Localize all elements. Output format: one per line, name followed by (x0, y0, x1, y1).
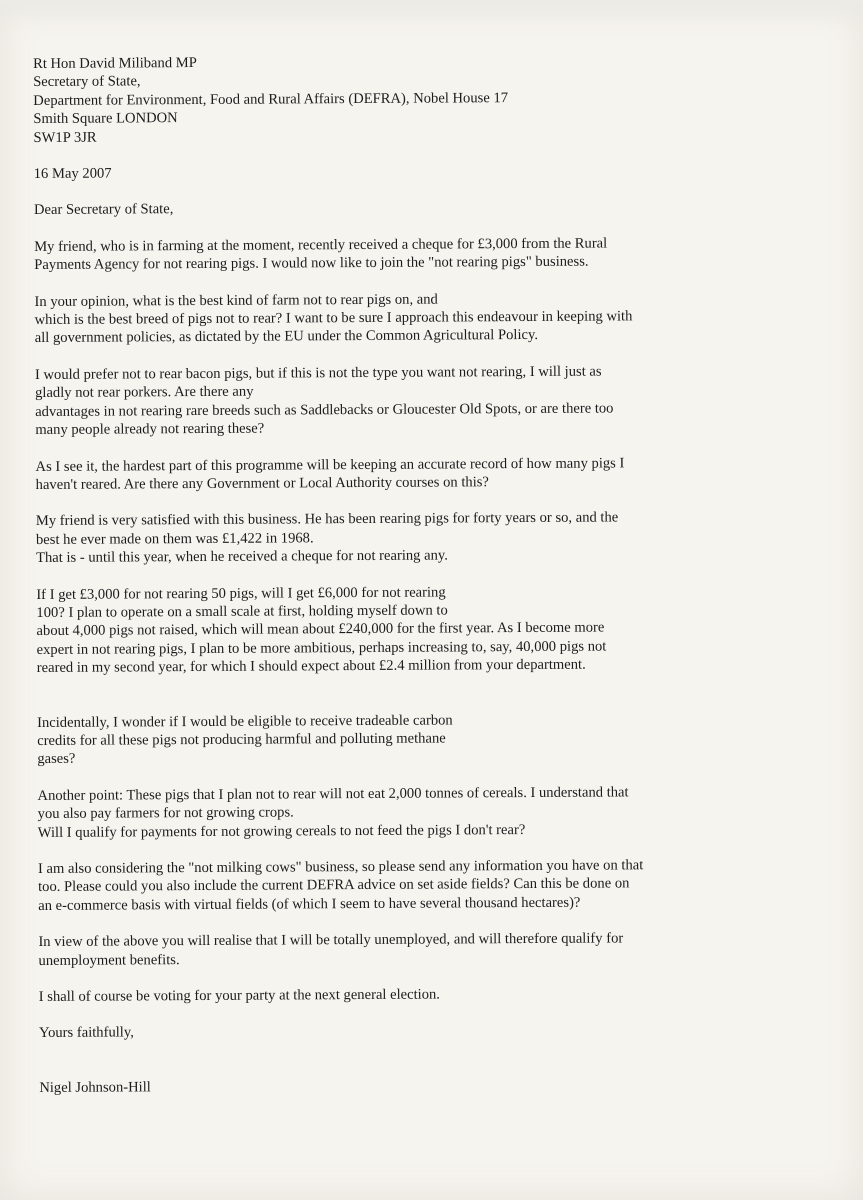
paragraph-line: I would prefer not to rear bacon pigs, but if this is not the type you want not rearing, I will just as (34, 363, 602, 383)
paragraph-line: unemployment benefits. (38, 951, 180, 969)
paragraph-line: In your opinion, what is the best kind of farm not to rear pigs on, and (34, 291, 438, 310)
recipient-address (33, 50, 814, 147)
paragraph-line: expert in not rearing pigs, I plan to be more ambitious, perhaps increasing to, say, 40,000 pigs not (36, 638, 607, 658)
paragraph-line: about 4,000 pigs not raised, which will mean about £240,000 for the first year. As I become more (36, 619, 605, 640)
paragraph-line: I am also considering the "not milking cows" business, so please send any information you have on that (37, 857, 644, 877)
paragraph-line: many people already not rearing these? (35, 420, 265, 439)
address-line: Secretary of State, (33, 73, 141, 91)
paragraph-line: My friend, who is in farming at the moment, recently received a cheque for £3,000 from the Rural (34, 235, 608, 255)
letter-date: 16 May 2007 (33, 165, 112, 183)
paragraph-line: If I get £3,000 for not rearing 50 pigs, will I get £6,000 for not rearing (36, 584, 446, 603)
paragraph-line: all government policies, as dictated by the EU under the Common Agricultural Policy. (34, 327, 539, 347)
paragraph (38, 855, 818, 915)
paragraph-line: advantages in not rearing rare breeds such as Saddlebacks or Gloucester Old Spots, or are there too (35, 400, 614, 420)
paragraph-line: too. Please could you also include the current DEFRA advice on set aside fields? Can this be done on (38, 875, 630, 896)
paragraph-line: Will I qualify for payments for not growing cereals to not feed the pigs I don't rear? (37, 821, 526, 841)
paragraph-line: My friend is very satisfied with this business. He has been rearing pigs for forty years or so, and the (35, 509, 619, 530)
paragraph (38, 928, 818, 970)
paragraph (34, 233, 814, 275)
paragraph-line: Payments Agency for not rearing pigs. I would now like to join the "not rearing pigs" business. (34, 253, 589, 274)
paragraph-line: In view of the above you will realise that I will be totally unemployed, and will therefore qualify for (38, 930, 624, 951)
paragraph-line: you also pay farmers for not growing crops. (37, 804, 294, 823)
address-line: Smith Square LONDON (33, 110, 178, 128)
address-line: Department for Environment, Food and Rural Affairs (DEFRA), Nobel House 17 (33, 89, 509, 109)
paragraph-line: haven't reared. Are there any Government or Local Authority courses on this? (35, 474, 489, 493)
paragraph-line: Another point: These pigs that I plan not to rear will not eat 2,000 tonnes of cereals. I understand that (37, 784, 629, 804)
paragraph-line: reared in my second year, for which I should expect about £2.4 million from your department. (36, 656, 586, 677)
letter-body (33, 50, 819, 1097)
paragraph-line: 100? I plan to operate on a small scale at first, holding myself down to (36, 602, 448, 621)
paragraph-line: That is - until this year, when he received a cheque for not rearing any. (36, 547, 448, 567)
salutation: Dear Secretary of State, (33, 201, 174, 219)
paragraph-line: best he ever made on them was £1,422 in 1968. (35, 530, 314, 548)
paragraph (37, 709, 817, 769)
paragraph (34, 288, 814, 348)
paragraph (35, 361, 815, 439)
paragraph-line: which is the best breed of pigs not to rear? I want to be sure I approach this endeavour in keeping with (34, 308, 633, 329)
paragraph (36, 508, 816, 568)
paragraph (37, 782, 817, 842)
closing: Yours faithfully, (38, 1024, 134, 1042)
paragraph-line: credits for all these pigs not producing harmful and polluting methane (37, 730, 446, 749)
address-line: SW1P 3JR (33, 129, 97, 146)
signature-name: Nigel Johnson-Hill (39, 1079, 151, 1096)
paragraph-line: Incidentally, I wonder if I would be eligible to receive tradeable carbon (37, 712, 453, 731)
paragraph-line: I shall of course be voting for your party at the next general election. (38, 986, 440, 1006)
paragraph-line: gases? (37, 751, 76, 768)
paragraph-line: an e-commerce basis with virtual fields (of which I seem to have several thousand hectares)? (38, 894, 581, 914)
address-line: Rt Hon David Miliband MP (33, 54, 197, 72)
paper-edge (0, 0, 863, 28)
paragraph (36, 581, 817, 678)
paragraph (35, 453, 815, 495)
paragraph-line: As I see it, the hardest part of this programme will be keeping an accurate record of how many pigs I (35, 454, 625, 475)
paragraph-line: gladly not rear porkers. Are there any (35, 383, 254, 402)
